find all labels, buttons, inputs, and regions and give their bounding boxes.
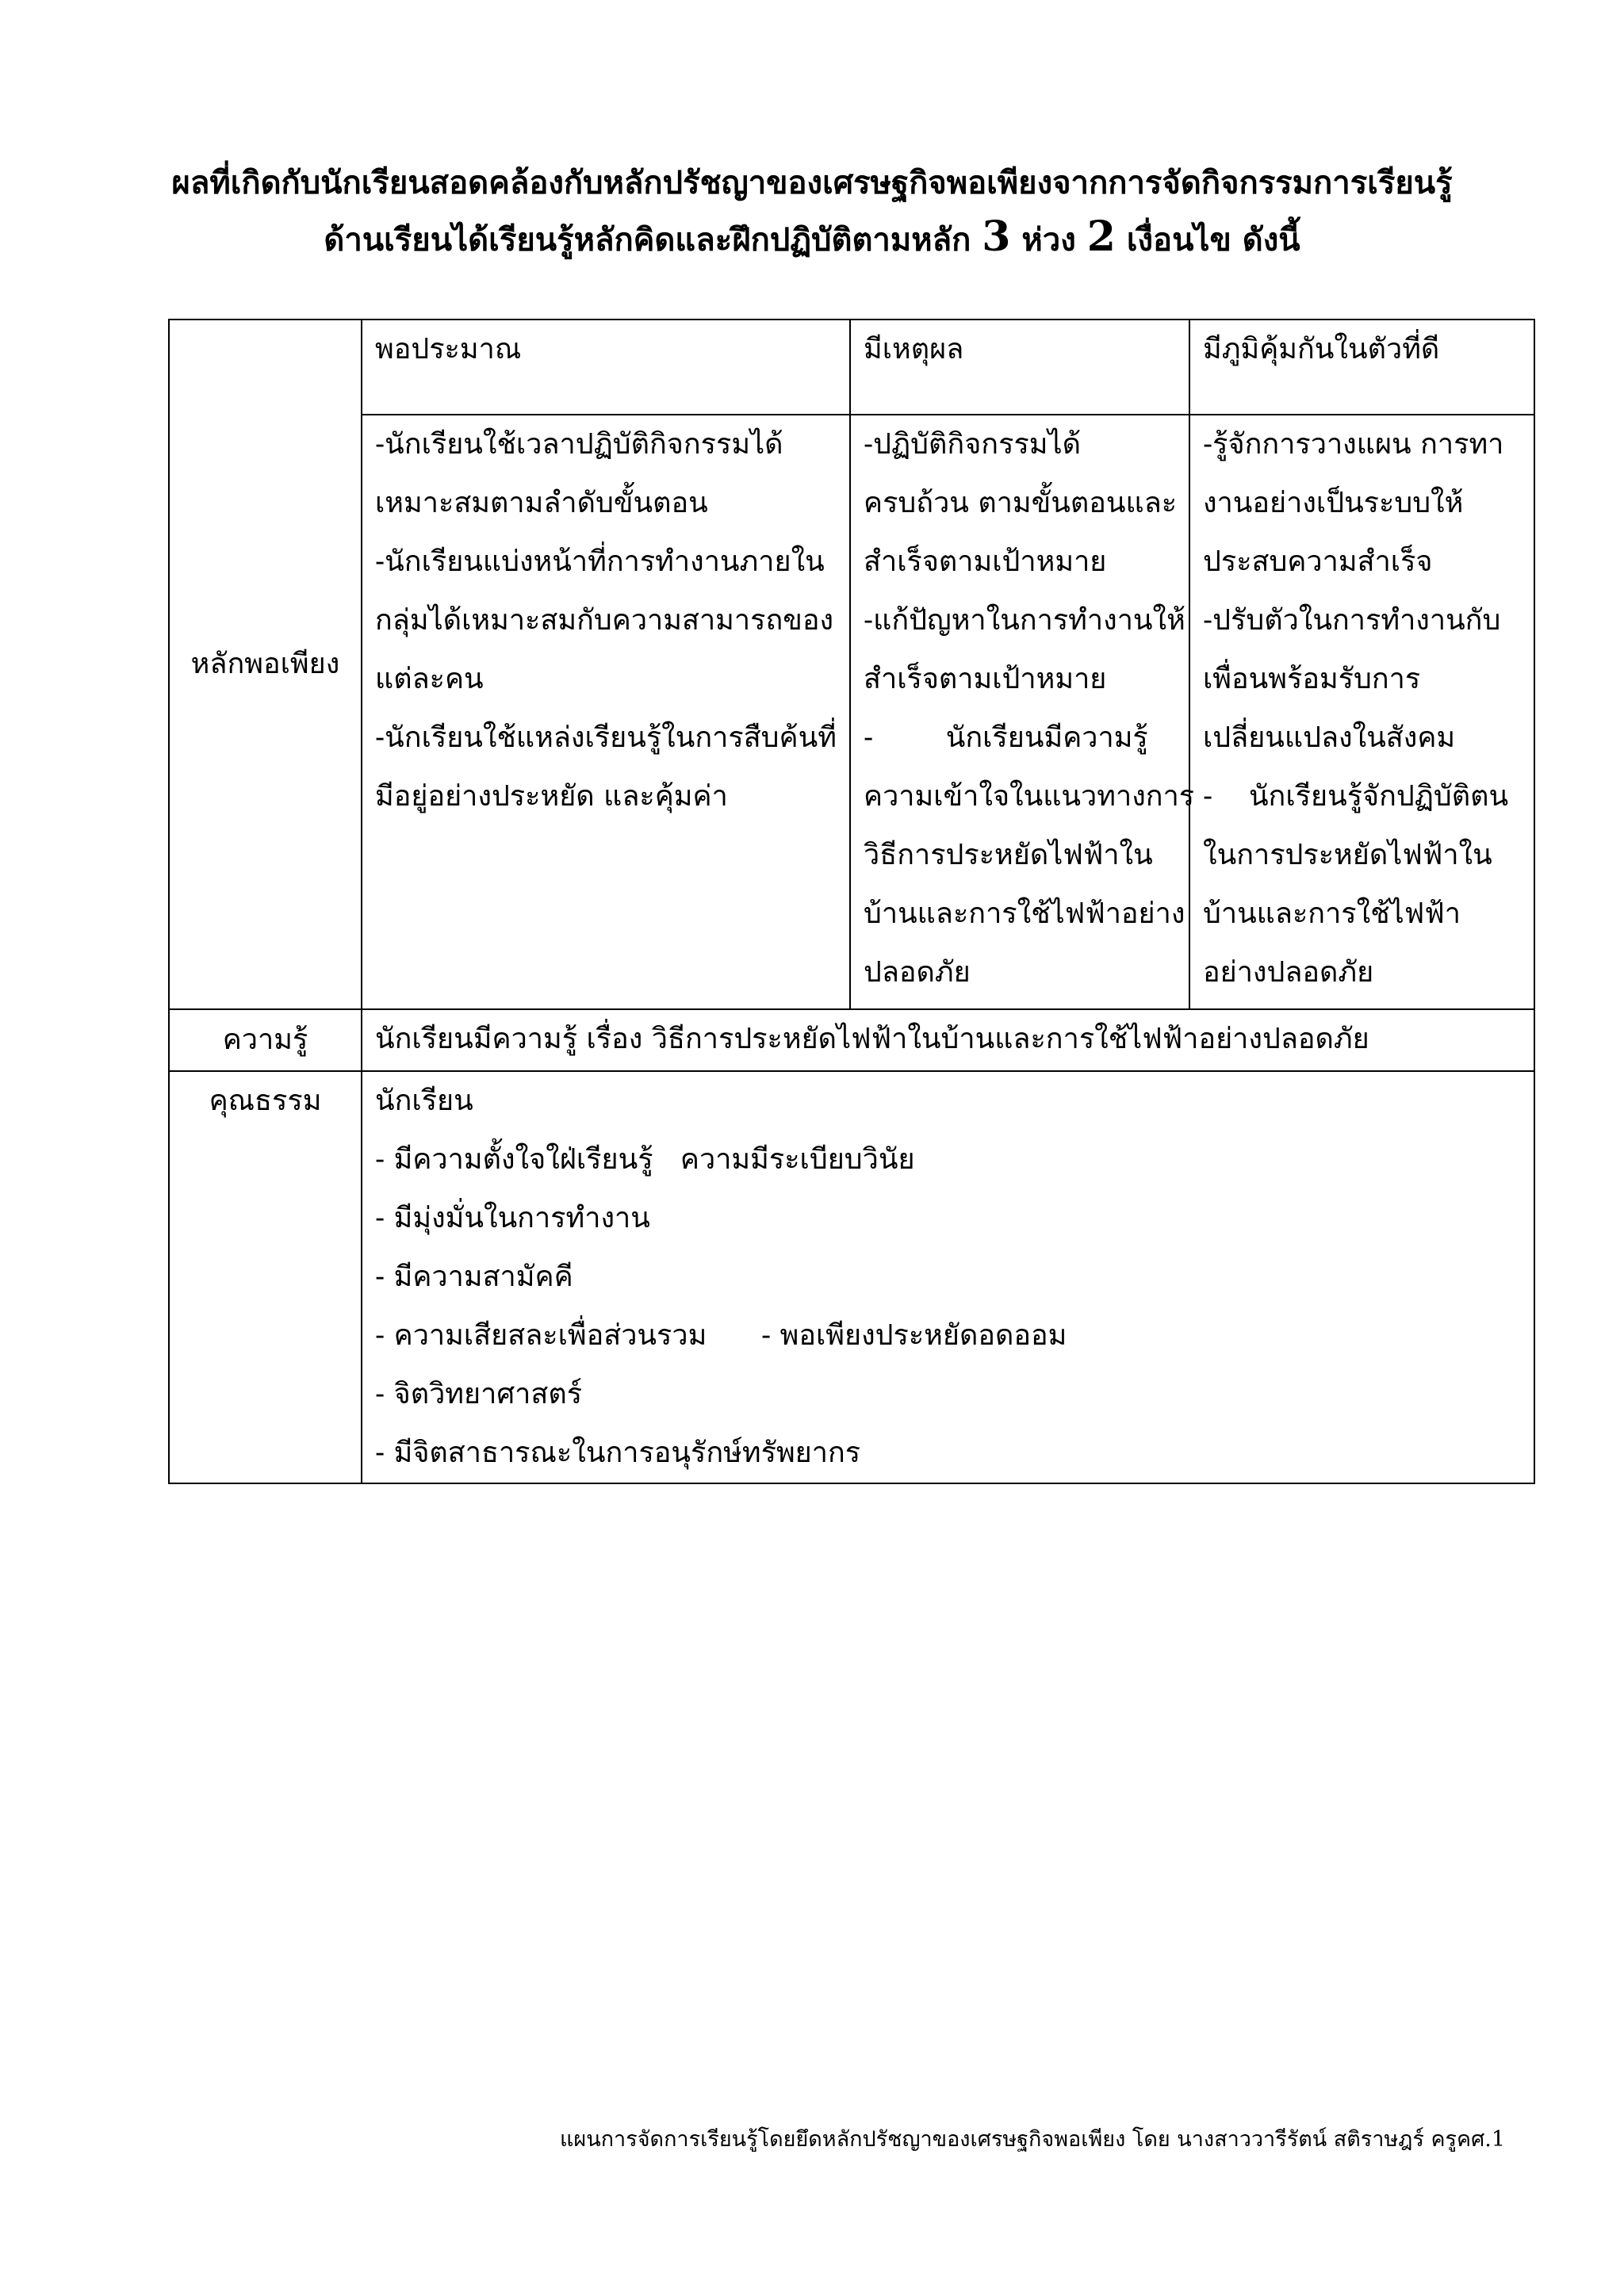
immunity-cell xyxy=(1189,415,1534,1009)
list-item: - ความเสียสละเพื่อส่วนรวม - พอเพียงประหยัดอดออม xyxy=(375,1319,1067,1352)
row-label-knowledge: ความรู้ xyxy=(169,1009,362,1071)
list-item: บ้านและการใช้ไฟฟ้าอย่าง xyxy=(864,897,1185,930)
document-title-line-1: ผลที่เกิดกับนักเรียนสอดคล้องกับหลักปรัชญาของเศรษฐกิจพอเพียงจากการจัดกิจกรรมการเรียนรู้ xyxy=(171,164,1453,201)
title-line2-pre: ด้านเรียนได้เรียนรู้หลักคิดและฝึกปฏิบัติตามหลัก xyxy=(324,221,971,258)
sufficiency-table xyxy=(168,319,1535,1484)
title-line2-post: เงื่อนไข ดังนี้ xyxy=(1126,221,1300,258)
list-item: -รู้จักการวางแผน การทา xyxy=(1203,428,1504,461)
list-item: สำเร็จตามเป้าหมาย xyxy=(864,545,1107,578)
list-item: ในการประหยัดไฟฟ้าใน xyxy=(1203,839,1492,871)
virtue-row xyxy=(169,1071,1534,1483)
list-item: - มีมุ่งมั่นในการทำงาน xyxy=(375,1202,650,1234)
header-blank-cell xyxy=(169,320,362,1009)
reasonableness-cell xyxy=(850,415,1195,1009)
list-item: -นักเรียนใช้แหล่งเรียนรู้ในการสืบค้นที่ xyxy=(375,721,837,754)
list-item: กลุ่มได้เหมาะสมกับความสามารถของ xyxy=(375,604,834,637)
list-item: ความเข้าใจในแนวทางการ xyxy=(864,780,1195,813)
header-reasonableness: มีเหตุผล xyxy=(850,320,1189,415)
list-item: แต่ละคน xyxy=(375,663,484,695)
title-line2-mid: ห่วง xyxy=(1021,221,1076,258)
list-item: -ปรับตัวในการทำงานกับ xyxy=(1203,604,1501,637)
list-item: งานอย่างเป็นระบบให้ xyxy=(1203,487,1464,519)
list-item: -แก้ปัญหาในการทำงานให้ xyxy=(864,604,1185,637)
list-item: - มีความสามัคคี xyxy=(375,1261,573,1293)
list-item: อย่างปลอดภัย xyxy=(1203,956,1374,989)
list-item: เพื่อนพร้อมรับการ xyxy=(1203,663,1421,695)
list-item: ประสบความสำเร็จ xyxy=(1203,545,1433,578)
title-number-2: 2 xyxy=(1086,212,1116,261)
list-item: - นักเรียนรู้จักปฏิบัติตน xyxy=(1203,780,1509,813)
virtue-cell xyxy=(362,1071,1534,1483)
document-title-line-2 xyxy=(0,212,1624,265)
list-item: -ปฏิบัติกิจกรรมได้ xyxy=(864,428,1081,461)
list-item: เปลี่ยนแปลงในสังคม xyxy=(1203,721,1456,754)
knowledge-cell: นักเรียนมีความรู้ เรื่อง วิธีการประหยัดไฟฟ้าในบ้านและการใช้ไฟฟ้าอย่างปลอดภัย xyxy=(362,1009,1534,1071)
list-item: เหมาะสมตามลำดับขั้นตอน xyxy=(375,487,708,519)
list-item: บ้านและการใช้ไฟฟ้า xyxy=(1203,897,1461,930)
header-moderation: พอประมาณ xyxy=(362,320,850,415)
page-footer: แผนการจัดการเรียนรู้โดยยึดหลักปรัชญาของเศรษฐกิจพอเพียง โดย นางสาววารีรัตน์ สติราษฎร์ ครูคศ.1 xyxy=(560,2127,1505,2152)
list-item: มีอยู่อย่างประหยัด และคุ้มค่า xyxy=(375,780,728,813)
moderation-cell xyxy=(362,415,850,1009)
list-item: ปลอดภัย xyxy=(864,956,971,989)
list-item: ครบถ้วน ตามขั้นตอนและ xyxy=(864,487,1178,519)
list-item: วิธีการประหยัดไฟฟ้าใน xyxy=(864,839,1153,871)
table-header-row xyxy=(169,320,1534,415)
list-item: -นักเรียนแบ่งหน้าที่การทำงานภายใน xyxy=(375,545,825,578)
list-item: - มีจิตสาธารณะในการอนุรักษ์ทรัพยากร xyxy=(375,1437,861,1469)
row-label-principle: หลักพอเพียง xyxy=(190,648,340,680)
list-item: - นักเรียนมีความรู้ xyxy=(864,721,1148,754)
list-item: - จิตวิทยาศาสตร์ xyxy=(375,1378,583,1410)
knowledge-row xyxy=(169,1009,1534,1071)
header-immunity: มีภูมิคุ้มกันในตัวที่ดี xyxy=(1189,320,1534,415)
principle-row xyxy=(169,415,1534,1009)
list-item: สำเร็จตามเป้าหมาย xyxy=(864,663,1107,695)
list-item: นักเรียน xyxy=(375,1085,473,1117)
row-label-virtue: คุณธรรม xyxy=(169,1071,362,1483)
list-item: -นักเรียนใช้เวลาปฏิบัติกิจกรรมได้ xyxy=(375,428,783,461)
title-number-3: 3 xyxy=(982,212,1011,261)
list-item: - มีความตั้งใจใฝ่เรียนรู้ ความมีระเบียบวินัย xyxy=(375,1143,915,1176)
